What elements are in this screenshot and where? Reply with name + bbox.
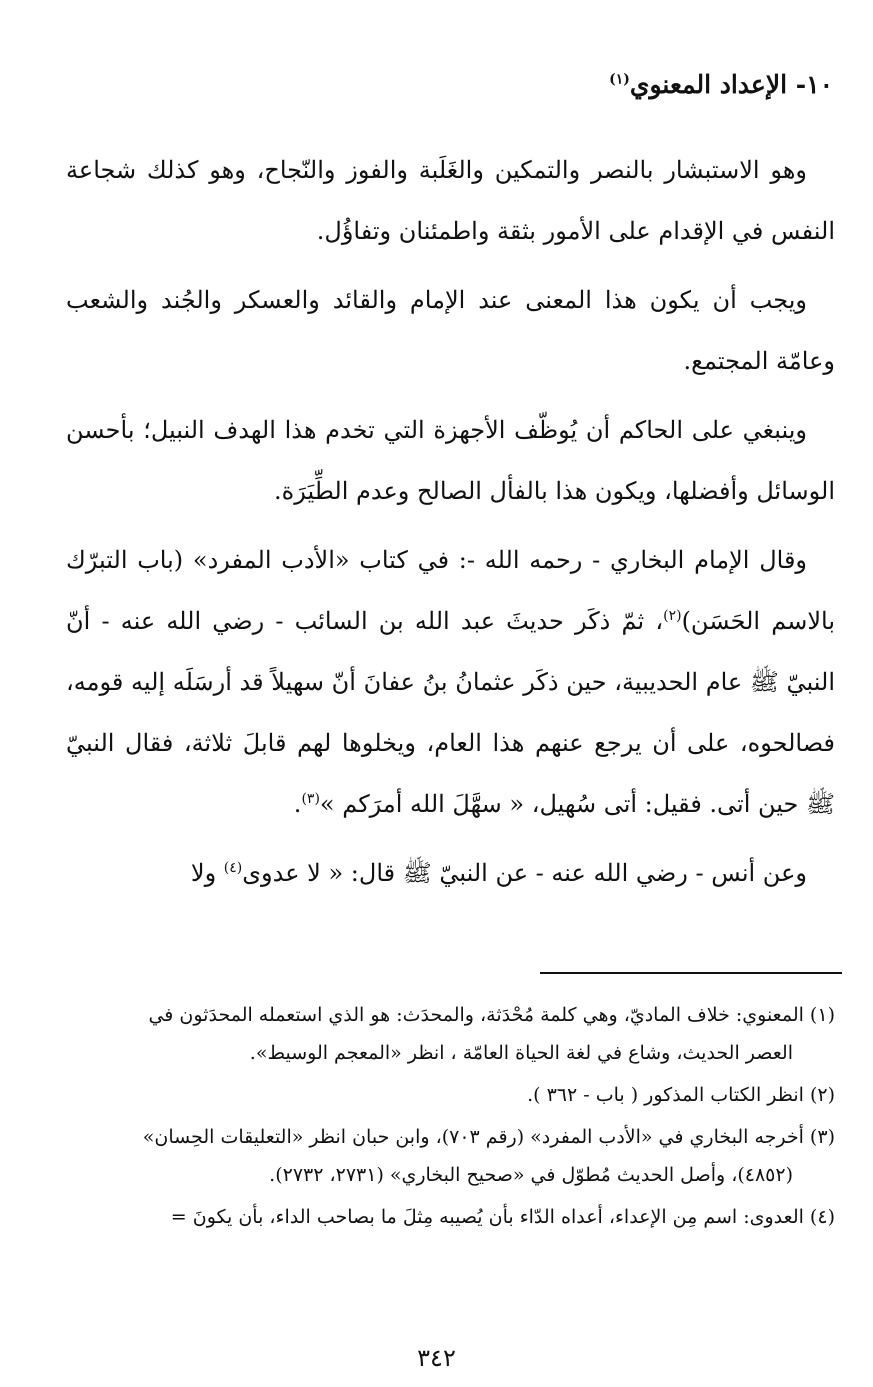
footnote-2: (٢) انظر الكتاب المذكور ( باب - ٣٦٢ ). <box>527 1084 835 1106</box>
section-heading <box>609 70 833 99</box>
paragraph-2: ويجب أن يكون هذا المعنى عند الإمام والقائد والعسكر والجُند والشعب وعامّة المجتمع. <box>66 286 835 375</box>
page-number: ٣٤٢ <box>417 1344 456 1372</box>
footnote-ref-3: (٣) <box>301 791 320 807</box>
footnote-3-line-1: (٣) أخرجه البخاري في «الأدب المفرد» (رقم ٧٠٣)، وابن حبان انظر «التعليقات الحِسان» <box>142 1126 835 1148</box>
footnote-3 <box>58 1118 835 1194</box>
paragraph-1: وهو الاستبشار بالنصر والتمكين والغَلَبة والفوز والنّجاح، وهو كذلك شجاعة النفس في الإقدام على الأمور بثقة واطمئنان وتفاؤُل. <box>66 156 835 245</box>
footnote-divider <box>540 972 842 974</box>
footnote-ref-4: (٤) <box>223 860 243 876</box>
paragraph-4-end: . <box>293 790 302 818</box>
footnotes <box>58 996 835 1240</box>
paragraph-5-part-a: وعن أنس - رضي الله عنه - عن النبيّ ﷺ قال: « لا عدوى <box>242 859 807 887</box>
footnote-4: (٤) العدوى: اسم مِن الإعداء، أعداه الدّاء بأن يُصيبه مِثلَ ما بصاحب الداء، بأن يكونَ = <box>170 1206 835 1228</box>
footnote-1 <box>58 996 835 1072</box>
footnote-ref-1: (١) <box>609 71 630 88</box>
footnote-1-line-1: (١) المعنوي: خلاف الماديّ، وهي كلمة مُحْدَثة، والمحدَث: هو الذي استعمله المحدَثون في <box>148 1004 835 1026</box>
main-text <box>66 140 835 912</box>
paragraph-4 <box>66 530 835 835</box>
section-heading-text: ١٠- الإعداد المعنوي <box>629 70 833 99</box>
paragraph-5 <box>66 843 835 904</box>
footnote-3-line-2: (٤٨٥٢)، وأصل الحديث مُطوّل في «صحيح البخاري» (٢٧٣١، ٢٧٣٢). <box>269 1164 793 1186</box>
paragraph-5-part-b: ولا <box>190 859 224 887</box>
paragraph-4-part-b: ، ثمّ ذكَر حديثَ عبد الله بن السائب - رضي الله عنه - أنّ النبيّ ﷺ عام الحديبية، حين ذكَر عثمانُ بنُ عفانَ أنّ سهيلاً قد أرسَلَه إليه قومه، فصالحوه، على أن يرجع عنهم هذا العام، ويخلوها لهم قابلَ ثلاثة، فقال النبيّ ﷺ حين أتى. فقيل: أتى سُهيل، « سهَّلَ الله أمرَكم » <box>66 607 835 818</box>
paragraph-3: وينبغي على الحاكم أن يُوظّف الأجهزة التي تخدم هذا الهدف النبيل؛ بأحسن الوسائل وأفضلها، ويكون هذا بالفأل الصالح وعدم الطِّيَرَة. <box>66 416 835 505</box>
paragraph-4-part-a: وقال الإمام البخاري - رحمه الله -: في كتاب «الأدب المفرد» (باب التبرّك بالاسم الحَسَن) <box>66 546 836 635</box>
footnote-ref-2: (٢) <box>663 608 682 624</box>
footnote-1-line-2: العصر الحديث، وشاع في لغة الحياة العامّة ، انظر «المعجم الوسيط». <box>249 1042 793 1064</box>
